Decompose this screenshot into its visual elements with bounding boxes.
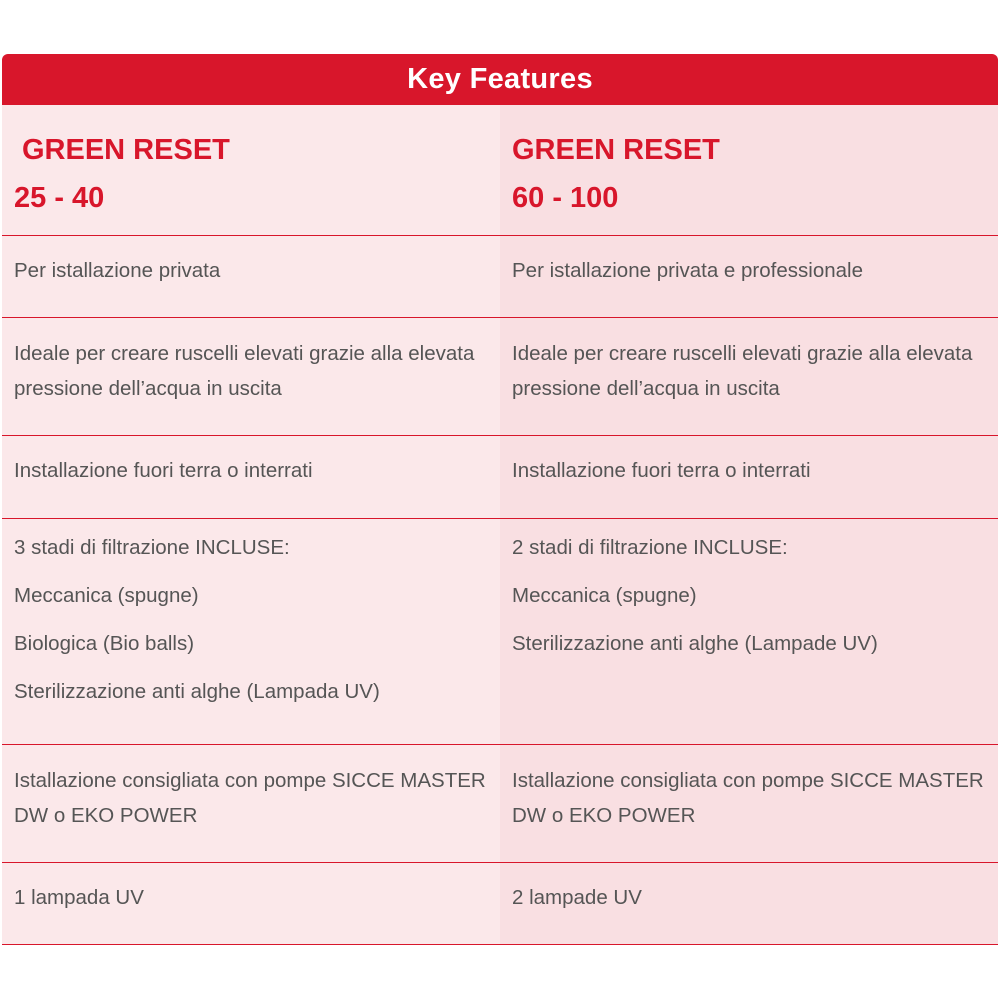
filtration-right-item: Sterilizzazione anti alghe (Lampade UV): [512, 632, 878, 655]
filtration-right-heading: 2 stadi di filtrazione INCLUSE:: [512, 536, 788, 559]
table-title: Key Features: [407, 63, 593, 95]
filtration-left-item: Sterilizzazione anti alghe (Lampada UV): [14, 680, 380, 703]
filtration-left-item: Meccanica (spugne): [14, 584, 199, 607]
ideal-use-right: Ideale per creare ruscelli elevati grazie alla elevata pressione dell’acqua in uscita: [500, 318, 998, 435]
installation-type-left: Per istallazione privata: [2, 236, 500, 317]
recommended-pumps-row: [2, 745, 998, 863]
ideal-use-row: [2, 318, 998, 436]
uv-lamps-row: [2, 863, 998, 945]
filtration-row: [2, 519, 998, 745]
product-title-left: [2, 105, 500, 235]
filtration-right-item: Meccanica (spugne): [512, 584, 697, 607]
installation-type-row: [2, 236, 998, 318]
installation-type-right: Per istallazione privata e professionale: [500, 236, 998, 317]
product-name-left: GREEN RESET: [22, 134, 230, 166]
placement-left: Installazione fuori terra o interrati: [2, 436, 500, 518]
recommended-pumps-right: Istallazione consigliata con pompe SICCE MASTER DW o EKO POWER: [500, 745, 998, 862]
product-name-right: GREEN RESET: [512, 134, 720, 166]
filtration-right: [500, 519, 998, 744]
uv-lamps-left: 1 lampada UV: [2, 863, 500, 944]
placement-right: Installazione fuori terra o interrati: [500, 436, 998, 518]
features-table: [2, 54, 998, 941]
filtration-left: [2, 519, 500, 744]
product-model-right: 60 - 100: [512, 182, 619, 214]
placement-row: [2, 436, 998, 519]
recommended-pumps-left: Istallazione consigliata con pompe SICCE MASTER DW o EKO POWER: [2, 745, 500, 862]
uv-lamps-right: 2 lampade UV: [500, 863, 998, 944]
ideal-use-left: Ideale per creare ruscelli elevati grazie alla elevata pressione dell’acqua in uscita: [2, 318, 500, 435]
filtration-left-item: Biologica (Bio balls): [14, 632, 195, 655]
product-title-right: [500, 105, 998, 235]
table-header: [2, 54, 998, 105]
product-model-left: 25 - 40: [14, 182, 105, 214]
product-title-row: [2, 105, 998, 236]
filtration-left-heading: 3 stadi di filtrazione INCLUSE:: [14, 536, 290, 559]
